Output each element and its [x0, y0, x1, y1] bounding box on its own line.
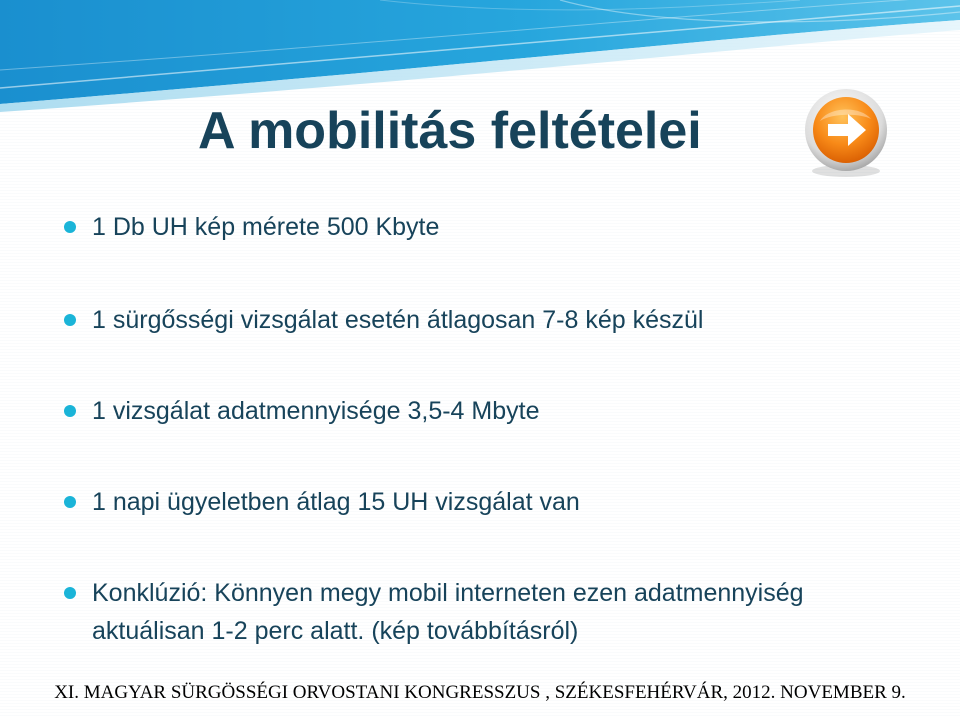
- bullet-dot-icon: [64, 221, 76, 233]
- list-item: [64, 301, 924, 339]
- list-item: [64, 483, 924, 521]
- bullet-text: Konklúzió: Könnyen megy mobil interneten ezen adatmennyiség aktuálisan 1-2 perc alatt. (kép továbbításról): [92, 579, 804, 645]
- footer-text: XI. MAGYAR SÜRGÖSSÉGI ORVOSTANI KONGRESSZUS , SZÉKESFEHÉRVÁR, 2012. NOVEMBER 9.: [54, 682, 906, 703]
- list-item: [64, 574, 924, 650]
- list-item: [64, 208, 924, 246]
- bullet-text: 1 sürgősségi vizsgálat esetén átlagosan 7-8 kép készül: [92, 306, 704, 334]
- bullet-text: 1 napi ügyeletben átlag 15 UH vizsgálat van: [92, 488, 580, 516]
- list-item: [64, 392, 924, 430]
- bullet-text: 1 Db UH kép mérete 500 Kbyte: [92, 213, 440, 241]
- slide-title: A mobilitás feltételei: [198, 102, 702, 160]
- bullet-dot-icon: [64, 587, 76, 599]
- bullet-dot-icon: [64, 314, 76, 326]
- arrow-right-icon[interactable]: [798, 85, 894, 181]
- bullet-text: 1 vizsgálat adatmennyisége 3,5-4 Mbyte: [92, 397, 540, 425]
- bullet-dot-icon: [64, 496, 76, 508]
- bullet-dot-icon: [64, 405, 76, 417]
